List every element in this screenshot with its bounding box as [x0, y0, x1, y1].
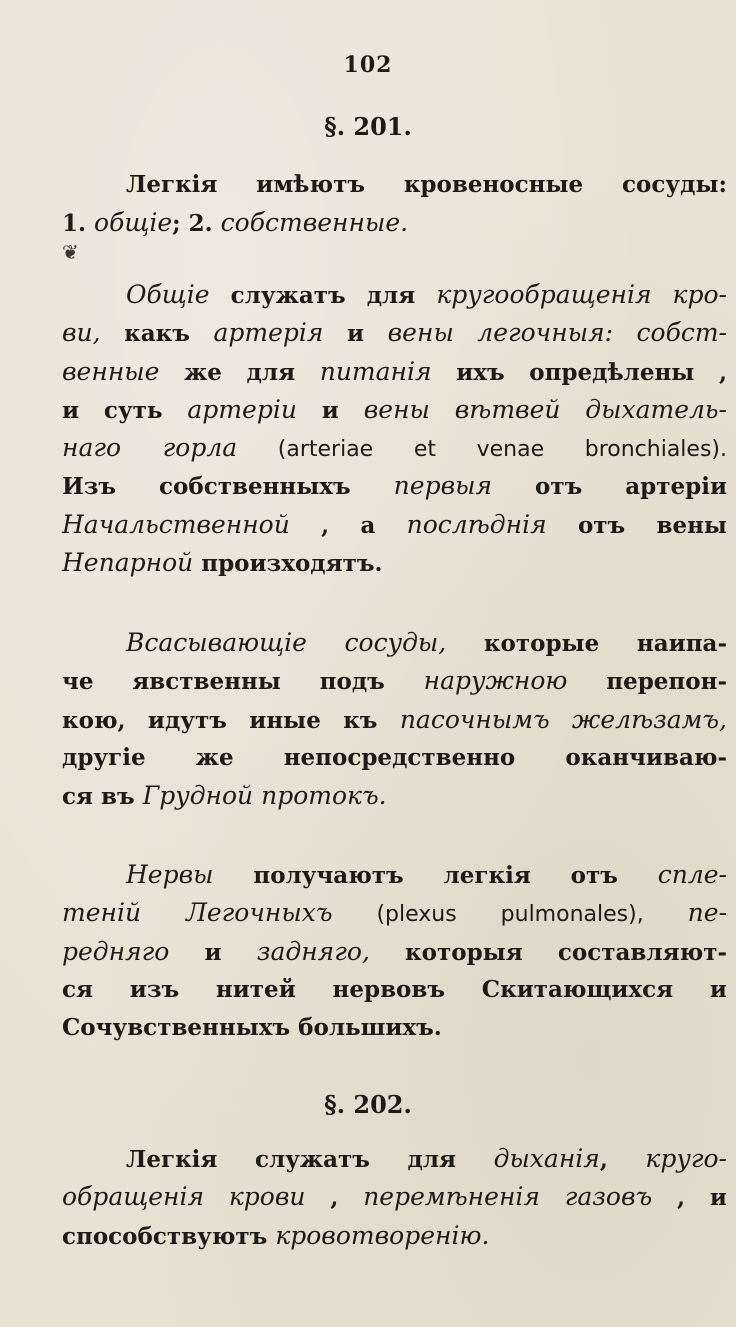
text-line: кою, идутъ иные къ пасочнымъ желѣзамъ,	[62, 704, 728, 734]
text-line: Нервы получаютъ легкія отъ спле-	[126, 860, 727, 889]
text-line: Непарной произходятъ.	[62, 548, 383, 578]
paragraph-common-vessels	[62, 276, 727, 582]
section-heading-202: §. 202.	[324, 1090, 412, 1119]
section-heading-201: §. 201.	[324, 112, 412, 141]
ornament-mark: ❦	[62, 240, 79, 264]
paragraph-nerves	[62, 856, 727, 1047]
paragraph-function	[62, 1140, 727, 1255]
text-line: венные же для питанія ихъ опредѣлены ,	[62, 356, 727, 386]
page-number: 102	[343, 52, 393, 78]
text-line: ви, какъ артерія и вены легочныя: собст-	[62, 318, 728, 348]
text-line: Общіе служатъ для кругообращенія кро-	[126, 280, 727, 309]
text-line: теній Легочныхъ (plexus pulmonales), пе-	[62, 898, 728, 928]
text-line: Изъ собственныхъ первыя отъ артеріи	[62, 471, 727, 501]
text-line: Сочувственныхъ большихъ.	[62, 1014, 442, 1042]
text-line: Всасывающіе сосуды, которые наипа-	[126, 628, 727, 657]
text-line: способствуютъ кровотворенію.	[62, 1220, 490, 1250]
paragraph-vessels	[62, 166, 727, 243]
text-line: Начальственной , а послѣднія отъ вены	[62, 509, 727, 539]
text-line: ся изъ нитей нервовъ Скитающихся и	[62, 975, 727, 1003]
text-line: Легкія служатъ для дыханія, круго-	[126, 1144, 727, 1173]
text-line: наго горла (arteriae et venae bronchiales).	[62, 433, 727, 463]
paragraph-absorbent-vessels	[62, 624, 727, 815]
text-line: Легкія имѣютъ кровеносные сосуды:	[126, 171, 727, 198]
text-line: 1. общіе; 2. собственные.	[62, 208, 409, 238]
text-line: обращенія крови , перемѣненія газовъ , и	[62, 1182, 727, 1212]
text-line: че явственны подъ наружною перепон-	[62, 666, 727, 696]
text-line: другіе же непосредственно оканчиваю-	[62, 743, 727, 771]
text-line: ся въ Грудной протокъ.	[62, 781, 387, 811]
text-line: и суть артеріи и вены вѣтвей дыхатель-	[62, 394, 727, 424]
text-line: редняго и задняго, которыя составляют-	[62, 936, 727, 966]
